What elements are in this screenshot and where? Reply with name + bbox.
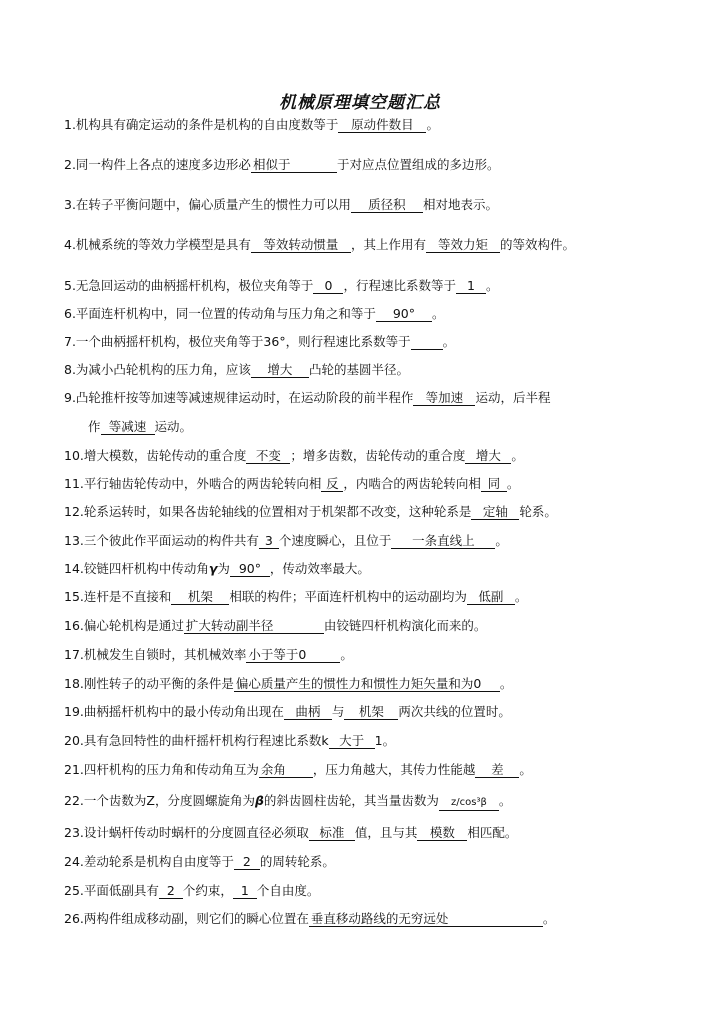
question-text: 17.机械发生自锁时，其机械效率 bbox=[64, 647, 247, 662]
question-text: ，压力角越大，其传力性能越 bbox=[312, 762, 476, 777]
question-text: 10.增大模数，齿轮传动的重合度 bbox=[64, 448, 247, 463]
question-text: 8.为减小凸轮机构的压力角，应该 bbox=[64, 362, 251, 377]
question-text: 轮系。 bbox=[519, 504, 557, 519]
answer-blank: 等减速 bbox=[101, 419, 155, 435]
question-text: 凸轮的基圆半径。 bbox=[308, 362, 409, 377]
question-13 bbox=[64, 533, 508, 549]
question-text: 值，且与其 bbox=[354, 825, 418, 840]
answer-blank: 大于 bbox=[329, 733, 375, 749]
question-text: 21.四杆机构的压力角和传动角互为 bbox=[64, 762, 259, 777]
question-text: 的等效构件。 bbox=[499, 237, 575, 252]
question-text: 23.设计蜗杆传动时蜗杆的分度圆直径必须取 bbox=[64, 825, 309, 840]
question-text: 14.铰链四杆机构中传动角 bbox=[64, 561, 209, 576]
question-text: 。 bbox=[542, 911, 556, 926]
question-4 bbox=[64, 237, 575, 253]
question-text: 25.平面低副具有 bbox=[64, 883, 159, 898]
question-text: 2.同一构件上各点的速度多边形必 bbox=[64, 157, 251, 172]
answer-blank: 等效力矩 bbox=[426, 237, 500, 253]
question-text: 4.机械系统的等效力学模型是具有 bbox=[64, 237, 251, 252]
question-text: 。 bbox=[431, 306, 445, 321]
gamma-symbol: γ bbox=[208, 561, 218, 576]
question-text: ，行程速比系数等于 bbox=[343, 278, 456, 293]
question-text: 由铰链四杆机构演化而来的。 bbox=[323, 618, 487, 633]
question-text: 1.机构具有确定运动的条件是机构的自由度数等于 bbox=[64, 117, 339, 132]
question-23 bbox=[64, 825, 517, 841]
question-text: 与 bbox=[331, 704, 345, 719]
question-6 bbox=[64, 306, 444, 322]
answer-blank: 反 bbox=[321, 476, 343, 492]
answer-blank: 余角 bbox=[259, 762, 313, 778]
question-14 bbox=[64, 561, 370, 577]
question-text: 。 bbox=[506, 476, 520, 491]
question-text: 。 bbox=[485, 278, 499, 293]
question-12 bbox=[64, 504, 557, 520]
question-10 bbox=[64, 448, 524, 464]
question-text: 24.差动轮系是机构自由度等于 bbox=[64, 854, 234, 869]
question-text: 7.一个曲柄摇杆机构，极位夹角等于36°，则行程速比系数等于 bbox=[64, 334, 411, 349]
question-9 bbox=[64, 390, 550, 406]
question-text: ，内啮合的两齿轮转向相 bbox=[343, 476, 481, 491]
answer-blank: 90° bbox=[230, 561, 270, 577]
answer-blank: 增大 bbox=[465, 448, 511, 464]
question-21 bbox=[64, 762, 532, 778]
answer-blank: 3 bbox=[259, 533, 279, 549]
question-text: 11.平行轴齿轮传动中，外啮合的两齿轮转向相 bbox=[64, 476, 322, 491]
question-15 bbox=[64, 589, 527, 605]
question-text: 作 bbox=[88, 419, 101, 434]
question-text: 为 bbox=[217, 561, 230, 576]
document-title: 机械原理填空题汇总 bbox=[279, 93, 441, 113]
question-text: 9.凸轮推杆按等加速等减速规律运动时，在运动阶段的前半程作 bbox=[64, 390, 414, 405]
question-18 bbox=[64, 676, 512, 692]
question-text: 5.无急回运动的曲柄摇杆机构，极位夹角等于 bbox=[64, 278, 314, 293]
question-text: 。 bbox=[511, 448, 524, 463]
answer-blank bbox=[411, 334, 443, 350]
question-text: 的斜齿圆柱齿轮，其当量齿数为 bbox=[263, 793, 439, 808]
question-text: 。 bbox=[426, 117, 439, 132]
answer-blank: 机架 bbox=[171, 589, 229, 605]
answer-blank: 垂直移动路线的无穷远处 bbox=[309, 911, 543, 927]
question-text: ，传动效率最大。 bbox=[269, 561, 370, 576]
question-7 bbox=[64, 334, 455, 350]
question-text: 12.轮系运转时，如果各齿轮轴线的位置相对于机架都不改变，这种轮系是 bbox=[64, 504, 472, 519]
question-text: 。 bbox=[498, 793, 512, 808]
answer-blank: 增大 bbox=[251, 362, 309, 378]
question-5 bbox=[64, 278, 498, 294]
question-text: 26.两构件组成移动副，则它们的瞬心位置在 bbox=[64, 911, 309, 926]
question-11 bbox=[64, 476, 519, 492]
question-16 bbox=[64, 618, 486, 634]
answer-blank: 90° bbox=[376, 306, 432, 322]
question-25 bbox=[64, 883, 319, 899]
question-text: 16.偏心轮机构是通过 bbox=[64, 618, 184, 633]
question-text: ；增多齿数，齿轮传动的重合度 bbox=[290, 448, 466, 463]
answer-blank: 同 bbox=[481, 476, 507, 492]
answer-blank: 不变 bbox=[246, 448, 290, 464]
question-text: 6.平面连杆机构中，同一位置的传动角与压力角之和等于 bbox=[64, 306, 376, 321]
answer-blank: 0 bbox=[313, 278, 343, 294]
answer-blank: 2 bbox=[159, 883, 183, 899]
question-text: 个自由度。 bbox=[256, 883, 320, 898]
question-text: 。 bbox=[519, 762, 532, 777]
answer-blank: 差 bbox=[475, 762, 519, 778]
question-22 bbox=[64, 793, 511, 811]
question-text: 于对应点位置组成的多边形。 bbox=[336, 157, 500, 172]
answer-blank: 小于等于0 bbox=[246, 647, 340, 663]
answer-blank: 模数 bbox=[417, 825, 467, 841]
question-text: 。 bbox=[442, 334, 456, 349]
question-text: 个约束， bbox=[182, 883, 233, 898]
question-text: 3.在转子平衡问题中，偏心质量产生的惯性力可以用 bbox=[64, 197, 351, 212]
question-9-continued bbox=[88, 419, 192, 435]
question-text: 13.三个彼此作平面运动的构件共有 bbox=[64, 533, 259, 548]
answer-blank: 等效转动惯量 bbox=[251, 237, 351, 253]
question-3 bbox=[64, 197, 498, 213]
answer-blank: 偏心质量产生的惯性力和惯性力矩矢量和为0 bbox=[234, 676, 500, 692]
question-text: 19.曲柄摇杆机构中的最小传动角出现在 bbox=[64, 704, 284, 719]
question-text: 22.一个齿数为Z，分度圆螺旋角为 bbox=[64, 793, 255, 808]
answer-blank: 低副 bbox=[467, 589, 515, 605]
question-text: 。 bbox=[495, 533, 508, 548]
question-text: 18.刚性转子的动平衡的条件是 bbox=[64, 676, 234, 691]
question-text: 15.连杆是不直接和 bbox=[64, 589, 172, 604]
answer-blank: 原动件数目 bbox=[338, 117, 426, 133]
question-1 bbox=[64, 117, 439, 133]
question-20 bbox=[64, 733, 395, 749]
answer-blank: 质径积 bbox=[351, 197, 423, 213]
question-8 bbox=[64, 362, 409, 378]
answer-blank: 一条直线上 bbox=[391, 533, 495, 549]
answer-blank: 曲柄 bbox=[284, 704, 332, 720]
question-text: ，其上作用有 bbox=[350, 237, 426, 252]
question-19 bbox=[64, 704, 511, 720]
answer-blank: 2 bbox=[234, 854, 260, 870]
question-text: 两次共线的位置时。 bbox=[398, 704, 511, 719]
question-text: 。 bbox=[340, 647, 353, 662]
question-text: 。 bbox=[499, 676, 513, 691]
answer-blank: 机架 bbox=[344, 704, 398, 720]
answer-blank: 扩大转动副半径 bbox=[184, 618, 324, 634]
answer-blank: z/cos³β bbox=[439, 795, 499, 811]
answer-blank: 1 bbox=[233, 883, 257, 899]
question-2 bbox=[64, 157, 499, 173]
question-17 bbox=[64, 647, 353, 663]
question-text: 。 bbox=[514, 589, 528, 604]
question-24 bbox=[64, 854, 335, 870]
question-text: 运动，后半程 bbox=[475, 390, 551, 405]
question-text: 相匹配。 bbox=[467, 825, 518, 840]
answer-blank: 1 bbox=[456, 278, 486, 294]
beta-symbol: β bbox=[254, 793, 264, 808]
question-text: 运动。 bbox=[154, 419, 193, 434]
answer-blank: 相似于 bbox=[251, 157, 337, 173]
question-text: 个速度瞬心，且位于 bbox=[278, 533, 392, 548]
question-26 bbox=[64, 911, 555, 927]
question-text: 相对地表示。 bbox=[422, 197, 498, 212]
answer-blank: 定轴 bbox=[471, 504, 519, 520]
question-text: 的周转轮系。 bbox=[259, 854, 335, 869]
answer-blank: 标准 bbox=[309, 825, 355, 841]
answer-blank: 等加速 bbox=[413, 390, 475, 406]
question-text: 20.具有急回特性的曲杆摇杆机构行程速比系数k bbox=[64, 733, 329, 748]
question-text: 1。 bbox=[374, 733, 396, 748]
question-text: 相联的构件；平面连杆机构中的运动副均为 bbox=[229, 589, 467, 604]
